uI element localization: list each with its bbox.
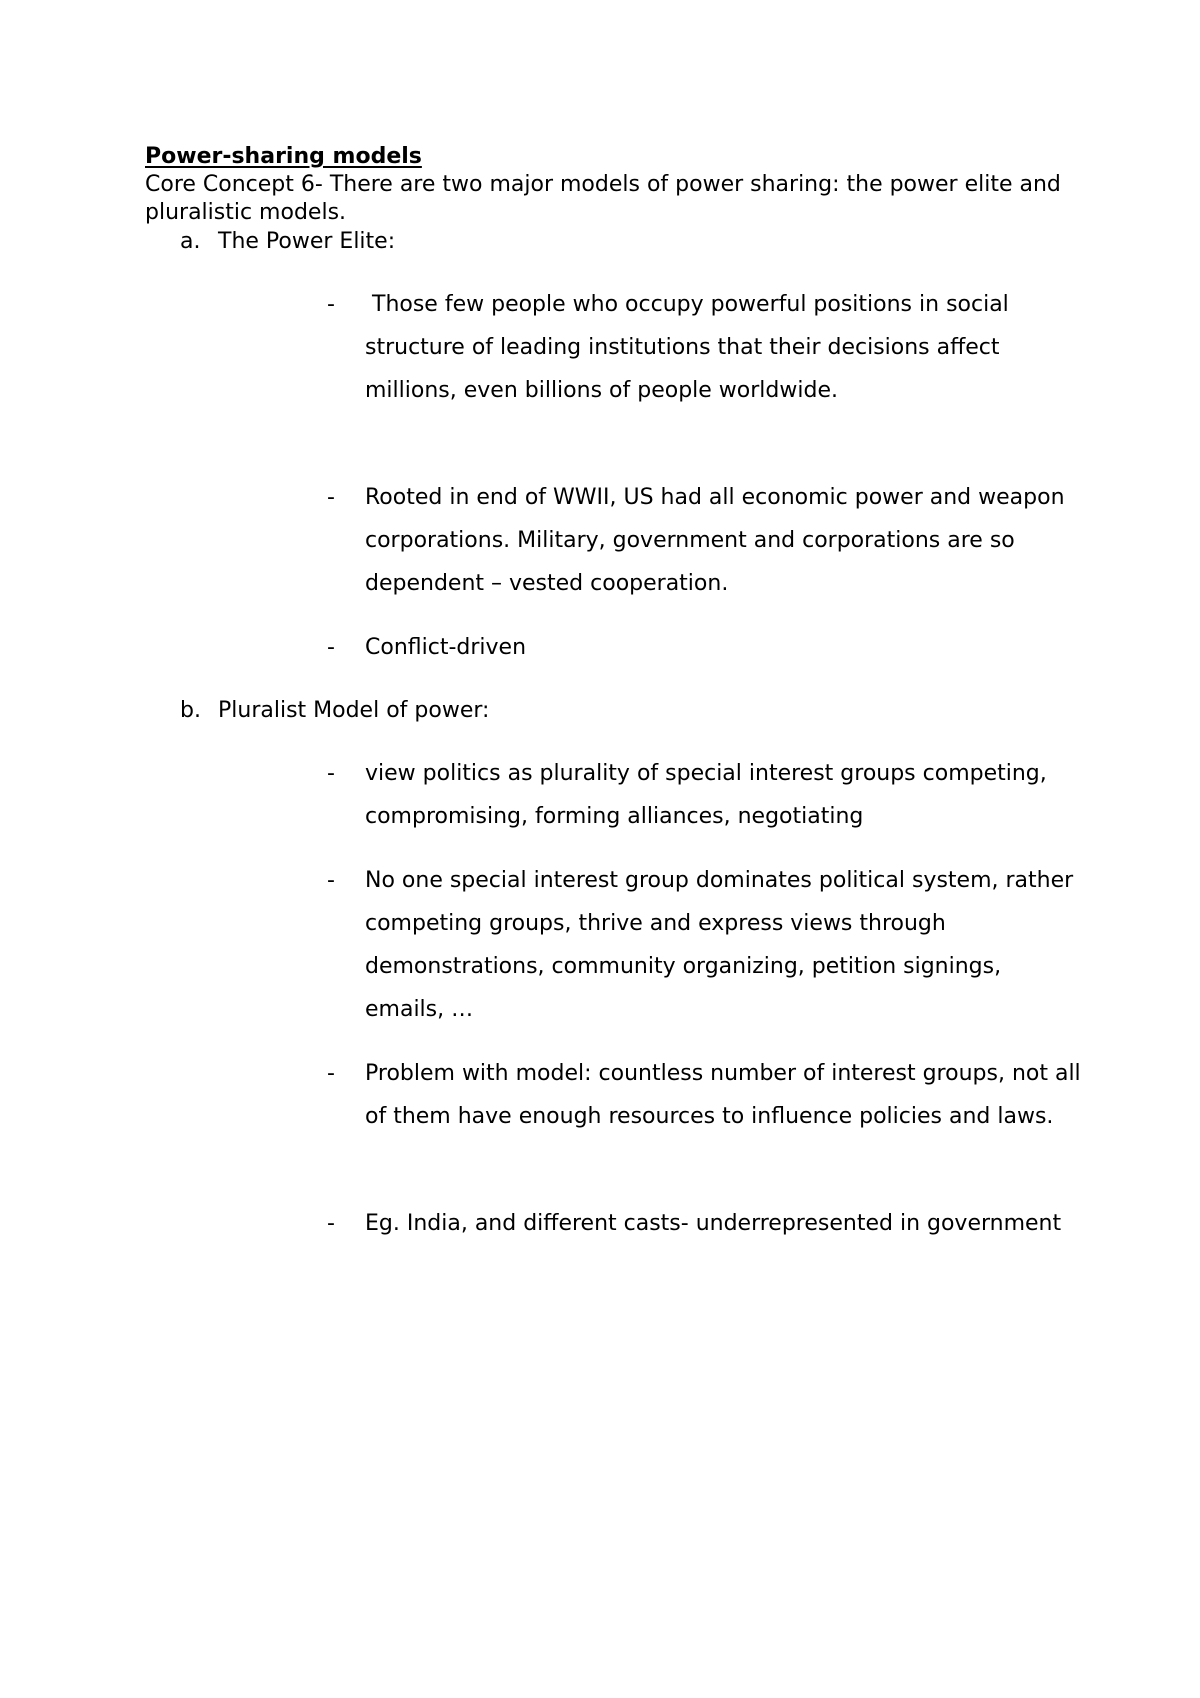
heading-block: [145, 143, 1085, 227]
list-item: [327, 626, 1087, 669]
document-title: Power-sharing models: [145, 144, 422, 169]
list-item: [327, 1052, 1087, 1138]
bullet-text: Those few people who occupy powerful positions in social structure of leading institutions that their decisions affect millions, even billions of people worldwide.: [365, 292, 1016, 403]
section-a-label: The Power Elite:: [218, 229, 396, 254]
bullet-dash: -: [327, 485, 335, 510]
list-item: [327, 752, 1087, 838]
section-a-marker: a.: [180, 229, 201, 254]
bullet-dash: -: [327, 761, 335, 786]
section-b-label: Pluralist Model of power:: [218, 698, 490, 723]
section-b-heading: [180, 697, 489, 725]
list-item: [327, 476, 1087, 605]
bullet-dash: -: [327, 635, 335, 660]
bullet-dash: -: [327, 1061, 335, 1086]
core-concept-text: Core Concept 6- There are two major models of power sharing: the power elite and pluralistic models.: [145, 172, 1061, 225]
bullet-text: view politics as plurality of special interest groups competing, compromising, forming alliances, negotiating: [365, 761, 1047, 829]
bullet-dash: -: [327, 868, 335, 893]
list-item: [327, 283, 1087, 412]
section-a-heading: [180, 228, 395, 256]
bullet-text: Rooted in end of WWII, US had all economic power and weapon corporations. Military, government and corporations are so dependent – vested cooperation.: [365, 485, 1065, 596]
list-item: [327, 1202, 1087, 1245]
bullet-text: No one special interest group dominates political system, rather competing groups, thrive and express views through demonstrations, community organizing, petition signings, emails, …: [365, 868, 1074, 1022]
bullet-text: Eg. India, and different casts- underrepresented in government: [365, 1211, 1062, 1236]
bullet-text: Conflict-driven: [365, 635, 527, 660]
section-b-marker: b.: [180, 698, 201, 723]
bullet-dash: -: [327, 292, 335, 317]
bullet-dash: -: [327, 1211, 335, 1236]
bullet-text: Problem with model: countless number of interest groups, not all of them have enough resources to influence policies and laws.: [365, 1061, 1081, 1129]
list-item: [327, 859, 1087, 1031]
